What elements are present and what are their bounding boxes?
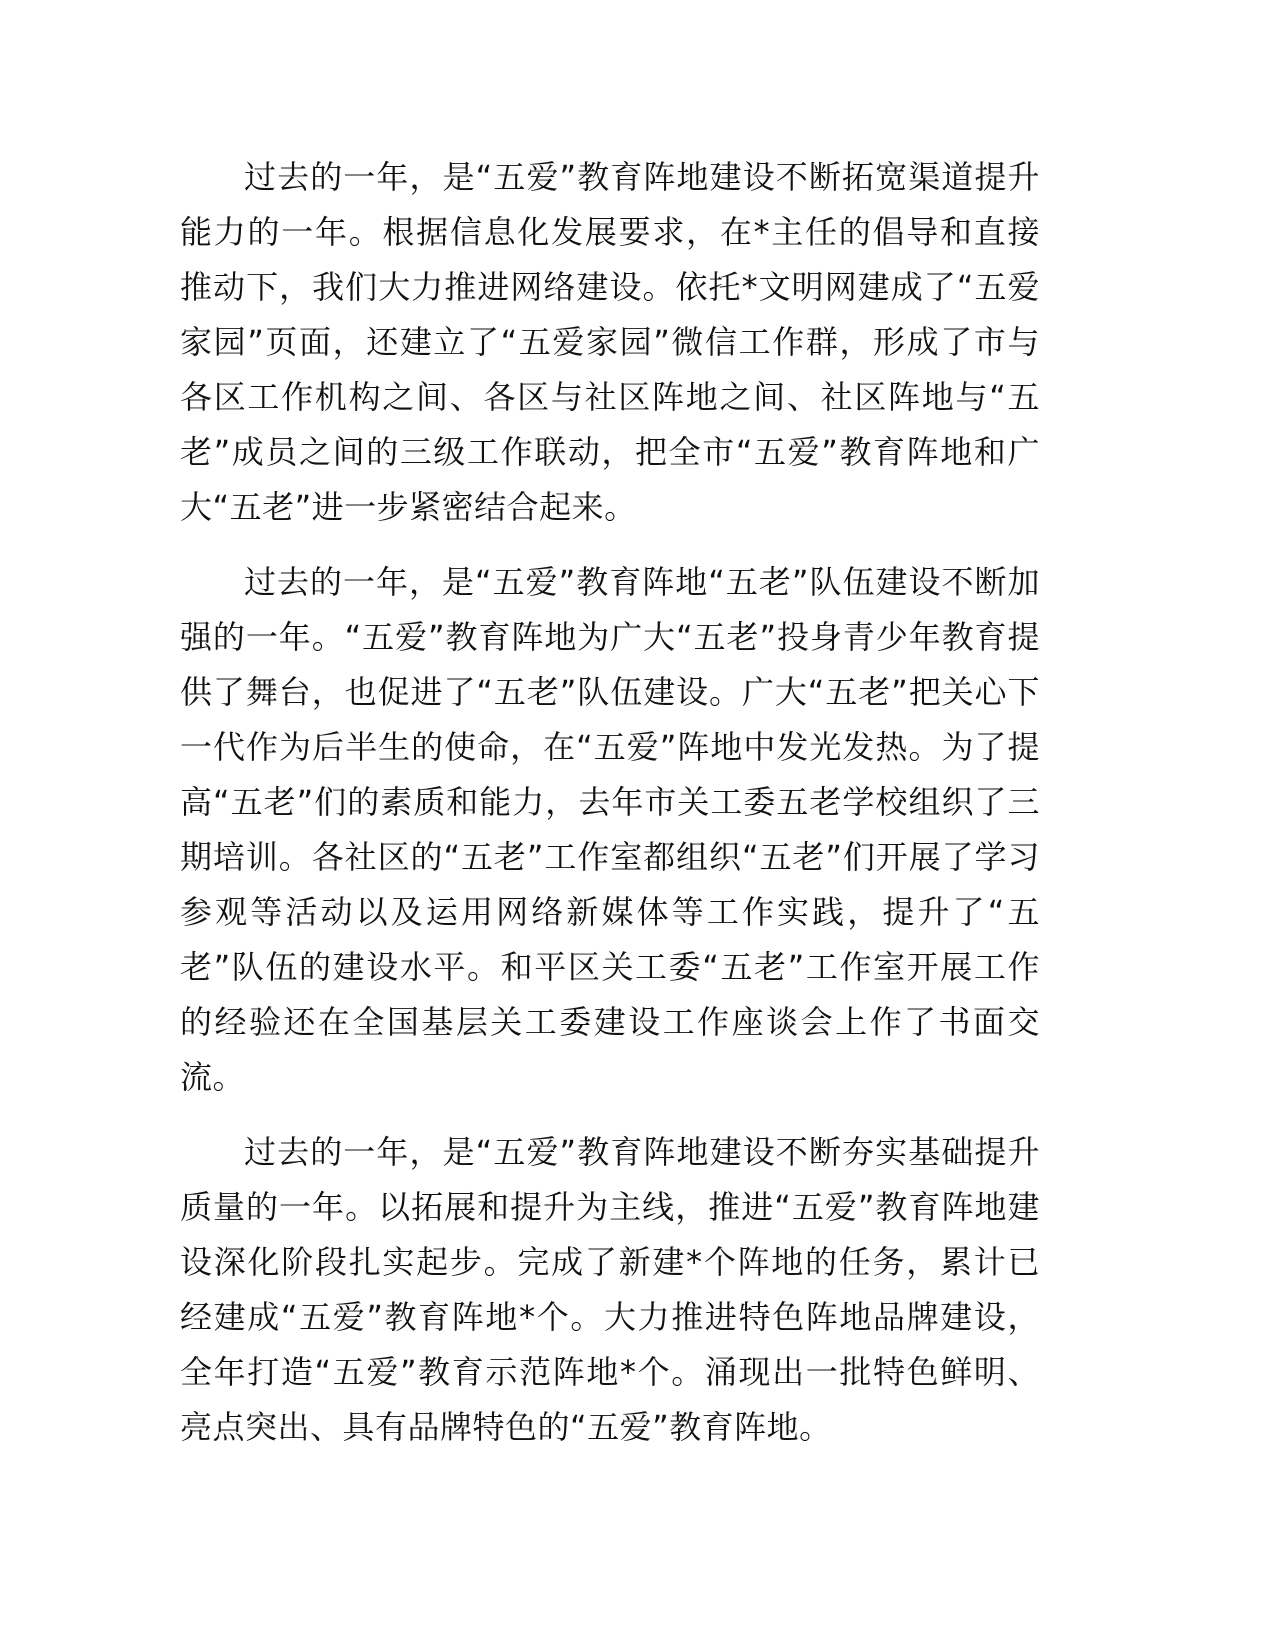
paragraph-2: 过去的一年，是“五爱”教育阵地“五老”队伍建设不断加强的一年。“五爱”教育阵地为广大“五老”投身青少年教育提供了舞台，也促进了“五老”队伍建设。广大“五老”把关心下一代作为后半生的使命，在“五爱”阵地中发光发热。为了提高“五老”们的素质和能力，去年市关工委五老学校组织了三期培训。各社区的“五老”工作室都组织“五老”们开展了学习参观等活动以及运用网络新媒体等工作实践，提升了“五老”队伍的建设水平。和平区关工委“五老”工作室开展工作的经验还在全国基层关工委建设工作座谈会上作了书面交流。 <box>180 563 1040 1096</box>
paragraph-3: 过去的一年，是“五爱”教育阵地建设不断夯实基础提升质量的一年。以拓展和提升为主线，推进“五爱”教育阵地建设深化阶段扎实起步。完成了新建*个阵地的任务，累计已经建成“五爱”教育阵地*个。大力推进特色阵地品牌建设，全年打造“五爱”教育示范阵地*个。涌现出一批特色鲜明、亮点突出、具有品牌特色的“五爱”教育阵地。 <box>180 1133 1040 1446</box>
document-body <box>180 150 1040 1475</box>
paragraph-1: 过去的一年，是“五爱”教育阵地建设不断拓宽渠道提升能力的一年。根据信息化发展要求，在*主任的倡导和直接推动下，我们大力推进网络建设。依托*文明网建成了“五爱家园”页面，还建立了“五爱家园”微信工作群，形成了市与各区工作机构之间、各区与社区阵地之间、社区阵地与“五老”成员之间的三级工作联动，把全市“五爱”教育阵地和广大“五老”进一步紧密结合起来。 <box>180 158 1040 526</box>
